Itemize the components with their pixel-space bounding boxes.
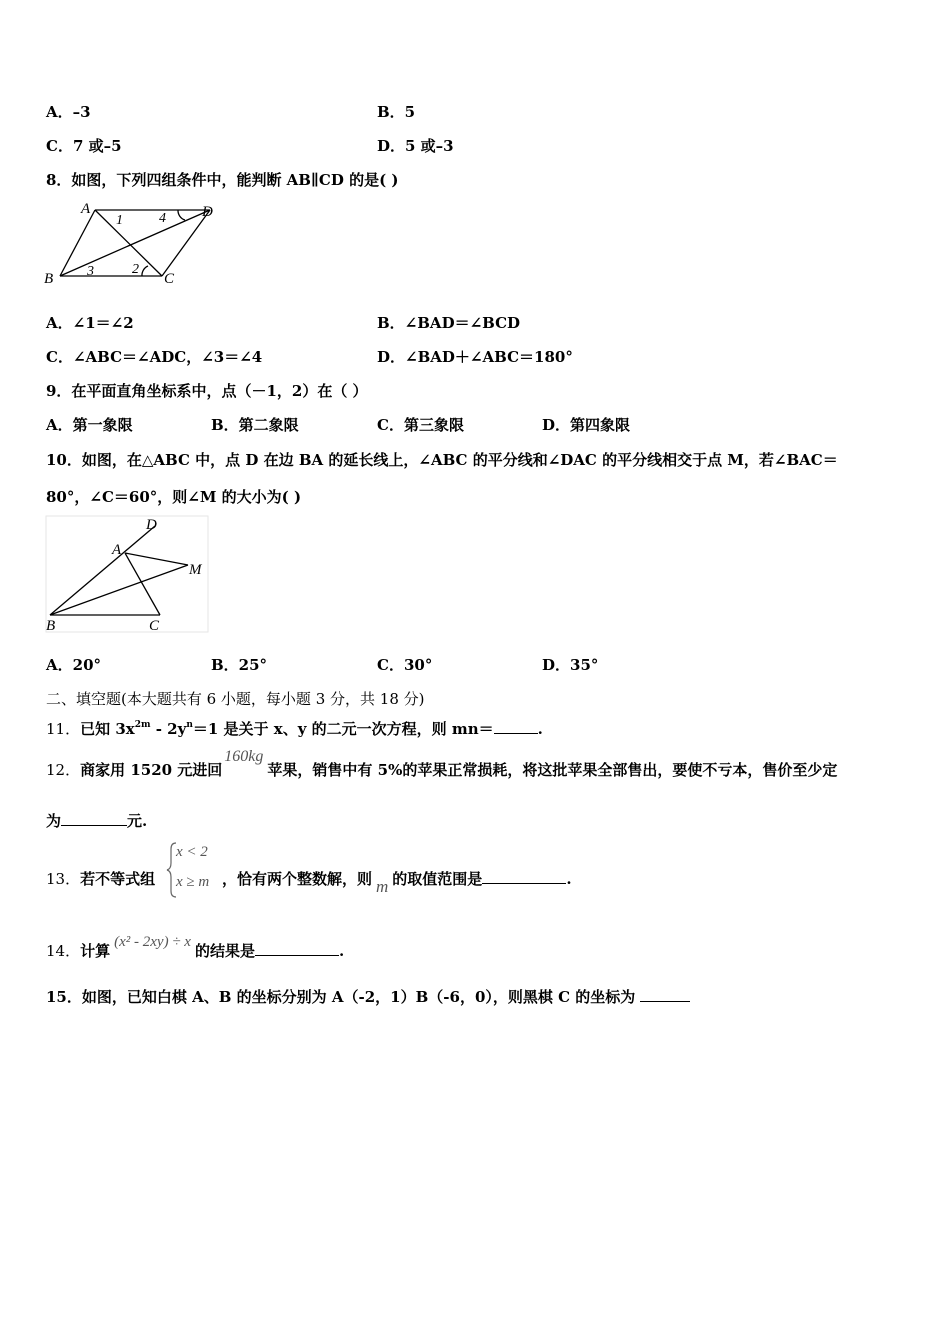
q13-text-end: . [566, 870, 572, 888]
q8-option-b: B．∠BAD＝∠BCD [377, 314, 521, 332]
q10-option-c: C．30° [377, 656, 433, 674]
q10-stem-line1: 10．如图，在△ABC 中，点 D 在边 BA 的延长线上，∠ABC 的平分线和∠DAC 的平分线相交于点 M，若∠BAC＝ [46, 451, 838, 469]
q12-line2-post: 元. [127, 812, 148, 830]
q8-label-d: D [202, 204, 213, 220]
q7-option-d: D．5 或–3 [377, 137, 454, 155]
q12-text-pre: 商家用 1520 元进回 [80, 761, 223, 779]
q8-angle-3: 3 [87, 264, 94, 279]
q9-option-d: D．第四象限 [542, 416, 631, 434]
q14-line [46, 934, 345, 962]
q8-parallelogram-figure [40, 198, 230, 290]
q11-text-post: ＝1 是关于 x、y 的二元一次方程，则 mn＝ [192, 720, 494, 738]
q10-label-d: D [146, 517, 157, 533]
q11-answer-blank[interactable] [494, 719, 538, 734]
q9-option-c: C．第三象限 [377, 416, 464, 434]
q10-label-b: B [46, 618, 56, 634]
q15-line [46, 987, 690, 1007]
q13-inequality-2: x ≥ m [176, 874, 210, 890]
q15-text: 15．如图，已知白棋 A、B 的坐标分别为 A（-2，1）B（-6，0），则黑棋 C 的坐标为 [46, 988, 641, 1006]
q13-inequality-1: x < 2 [176, 844, 208, 860]
q12-text-post: 苹果，销售中有 5%的苹果正常损耗，将这批苹果全部售出，要使不亏本，售价至少定 [267, 761, 838, 779]
q11-number: 11． [46, 720, 81, 738]
q10-option-b: B．25° [211, 656, 268, 674]
q11-sup-n: n [186, 720, 193, 730]
q15-answer-blank[interactable] [640, 987, 690, 1002]
q10-label-c: C [149, 618, 160, 634]
q8-label-b: B [44, 271, 54, 287]
q11-text-end: . [537, 720, 543, 738]
q14-answer-blank[interactable] [255, 941, 339, 956]
section-2-title: 二、填空题(本大题共有 6 小题，每小题 3 分，共 18 分) [46, 690, 425, 708]
q9-option-b: B．第二象限 [211, 416, 299, 434]
q14-text-end: . [338, 942, 345, 960]
q9-stem: 9．在平面直角坐标系中，点（－1，2）在（ ） [46, 382, 368, 400]
q12-formula-160kg: 160kg [224, 748, 264, 765]
q14-number: 14． [46, 942, 81, 960]
q13-text-pre: 若不等式组 [80, 870, 156, 888]
q10-label-a: A [112, 542, 122, 558]
q13-text-post: 的取值范围是 [392, 870, 483, 888]
q13-var-m: m [376, 877, 389, 896]
q13-text-mid: ，恰有两个整数解，则 [222, 870, 373, 888]
q14-formula: (x² - 2xy) ÷ x [114, 934, 191, 950]
q7-option-c: C．7 或–5 [46, 137, 122, 155]
q8-option-d: D．∠BAD＋∠ABC＝180° [377, 348, 573, 366]
q10-label-m: M [189, 562, 202, 578]
q8-option-a: A．∠1＝∠2 [46, 314, 134, 332]
q7-option-b: B．5 [377, 103, 416, 121]
q8-label-a: A [81, 201, 91, 217]
q11-sup-2m: 2m [134, 720, 151, 730]
q12-answer-blank[interactable] [61, 811, 127, 826]
q8-angle-2: 2 [132, 262, 139, 277]
q10-option-a: A．20° [46, 656, 102, 674]
q11-text-mid: - 2y [150, 720, 187, 738]
q10-stem-line2: 80°，∠C＝60°，则∠M 的大小为( ) [46, 488, 302, 506]
q7-option-a: A．–3 [46, 103, 91, 121]
q9-option-a: A．第一象限 [46, 416, 133, 434]
q14-text-post: 的结果是 [194, 942, 255, 960]
q10-option-d: D．35° [542, 656, 599, 674]
q14-text-pre: 计算 [80, 942, 111, 960]
q8-label-c: C [164, 271, 175, 287]
q8-stem: 8．如图，下列四组条件中，能判断 AB∥CD 的是( ) [46, 171, 399, 189]
q13-answer-blank[interactable] [482, 869, 566, 884]
q13-line-rest [222, 869, 572, 896]
q8-angle-1: 1 [116, 213, 123, 228]
q12-line2-pre: 为 [46, 812, 62, 830]
q11-line [46, 715, 543, 739]
q11-text-pre: 已知 3x [80, 720, 135, 738]
q8-angle-4: 4 [159, 211, 166, 226]
q8-option-c: C．∠ABC＝∠ADC，∠3＝∠4 [46, 348, 263, 366]
q13-line-start [46, 869, 155, 889]
q12-number: 12． [46, 761, 81, 779]
q12-line1 [46, 748, 838, 781]
q12-line2 [46, 811, 147, 831]
q10-triangle-figure [42, 514, 212, 636]
q13-number: 13． [46, 870, 81, 888]
